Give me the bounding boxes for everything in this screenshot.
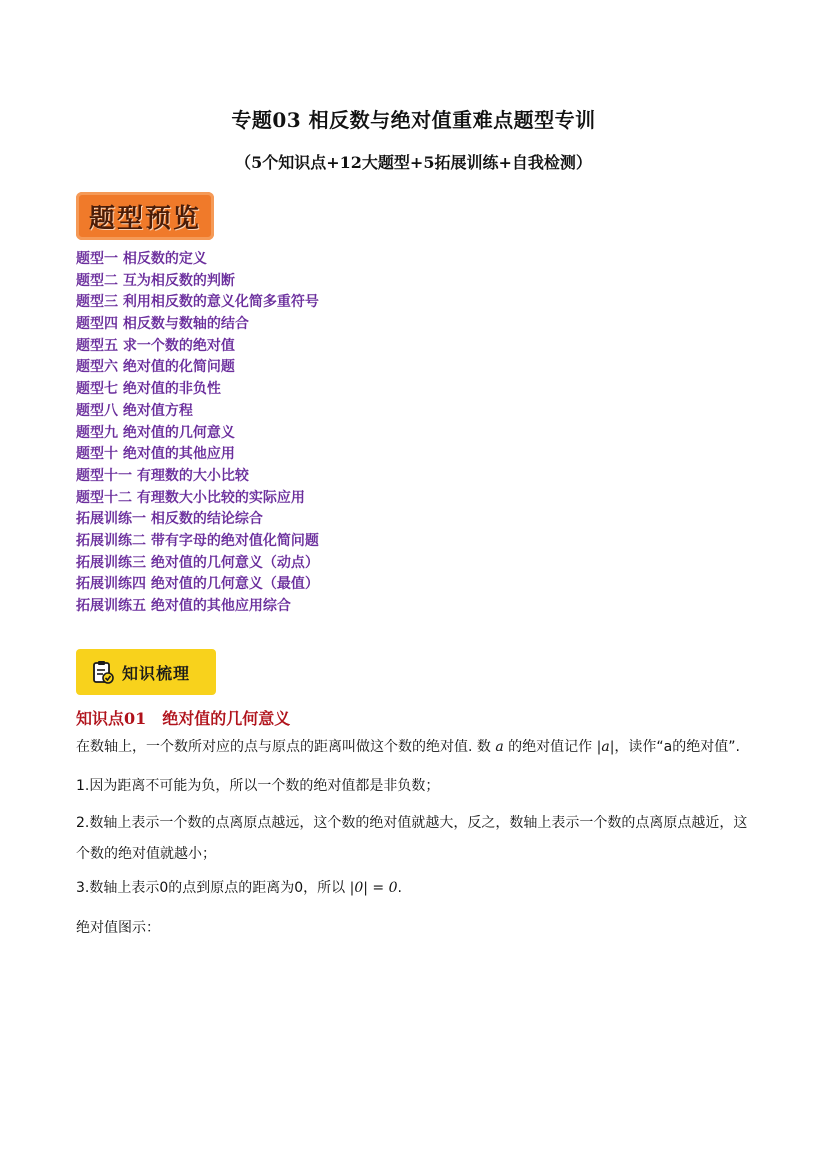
toc-item[interactable]: 题型五 求一个数的绝对值: [76, 337, 235, 354]
knowledge-point-number: 知识点01: [76, 709, 147, 728]
toc-item[interactable]: 拓展训练五 绝对值的其他应用综合: [76, 598, 291, 614]
toc-item[interactable]: 题型九 绝对值的几何意义: [76, 424, 235, 441]
toc-item[interactable]: 题型八 绝对值方程: [76, 402, 193, 419]
abs-notation: |a|: [596, 739, 615, 755]
variable-a: a: [495, 739, 504, 755]
definition-text-c: ，读作“a的绝对值”.: [614, 739, 740, 755]
knowledge-point-heading: [76, 706, 290, 729]
table-of-contents: [76, 249, 319, 618]
toc-item[interactable]: 题型四 相反数与数轴的结合: [76, 316, 249, 333]
toc-item[interactable]: 题型十二 有理数大小比较的实际应用: [76, 489, 305, 506]
toc-item[interactable]: 拓展训练一 相反数的结论综合: [76, 511, 263, 528]
definition-text-b: 的绝对值记作: [508, 739, 593, 755]
toc-item[interactable]: 拓展训练二 带有字母的绝对值化简问题: [76, 532, 319, 549]
point-3: [76, 874, 756, 902]
point-2: 2.数轴上表示一个数的点离原点越远，这个数的绝对值就越大，反之，数轴上表示一个数的点离原点越近，这个数的绝对值就越小；: [76, 815, 748, 862]
toc-item[interactable]: 题型十一 有理数的大小比较: [76, 467, 249, 484]
definition-text-a: 在数轴上，一个数所对应的点与原点的距离叫做这个数的绝对值. 数: [76, 739, 491, 755]
toc-item[interactable]: 题型十 绝对值的其他应用: [76, 446, 235, 463]
clipboard-check-icon: [92, 660, 114, 684]
document-subtitle: （5个知识点+12大题型+5拓展训练+自我检测）: [235, 153, 592, 172]
toc-item[interactable]: 题型三 利用相反数的意义化简多重符号: [76, 294, 319, 311]
toc-item[interactable]: 拓展训练三 绝对值的几何意义（动点）: [76, 554, 319, 571]
knowledge-badge-label: 知识梳理: [122, 663, 191, 683]
toc-item[interactable]: 题型六 绝对值的化简问题: [76, 359, 235, 376]
point-1: 1.因为距离不可能为负，所以一个数的绝对值都是非负数；: [76, 778, 440, 794]
definition-paragraph: [76, 733, 756, 761]
point-3-end: .: [397, 880, 402, 896]
diagram-label: 绝对值图示：: [76, 920, 160, 936]
toc-item[interactable]: 题型七 绝对值的非负性: [76, 381, 221, 398]
document-title: 专题03 相反数与绝对值重难点题型专训: [231, 108, 596, 132]
knowledge-badge: [76, 649, 216, 695]
preview-badge: [76, 192, 214, 240]
toc-item[interactable]: 题型一 相反数的定义: [76, 251, 207, 267]
point-3-text: 3.数轴上表示0的点到原点的距离为0，所以: [76, 880, 346, 896]
knowledge-point-title: 绝对值的几何意义: [162, 709, 291, 728]
toc-item[interactable]: 题型二 互为相反数的判断: [76, 272, 235, 289]
toc-item[interactable]: 拓展训练四 绝对值的几何意义（最值）: [76, 576, 319, 593]
preview-badge-label: 题型预览: [88, 203, 201, 234]
point-3-math: |0| = 0: [349, 880, 398, 896]
